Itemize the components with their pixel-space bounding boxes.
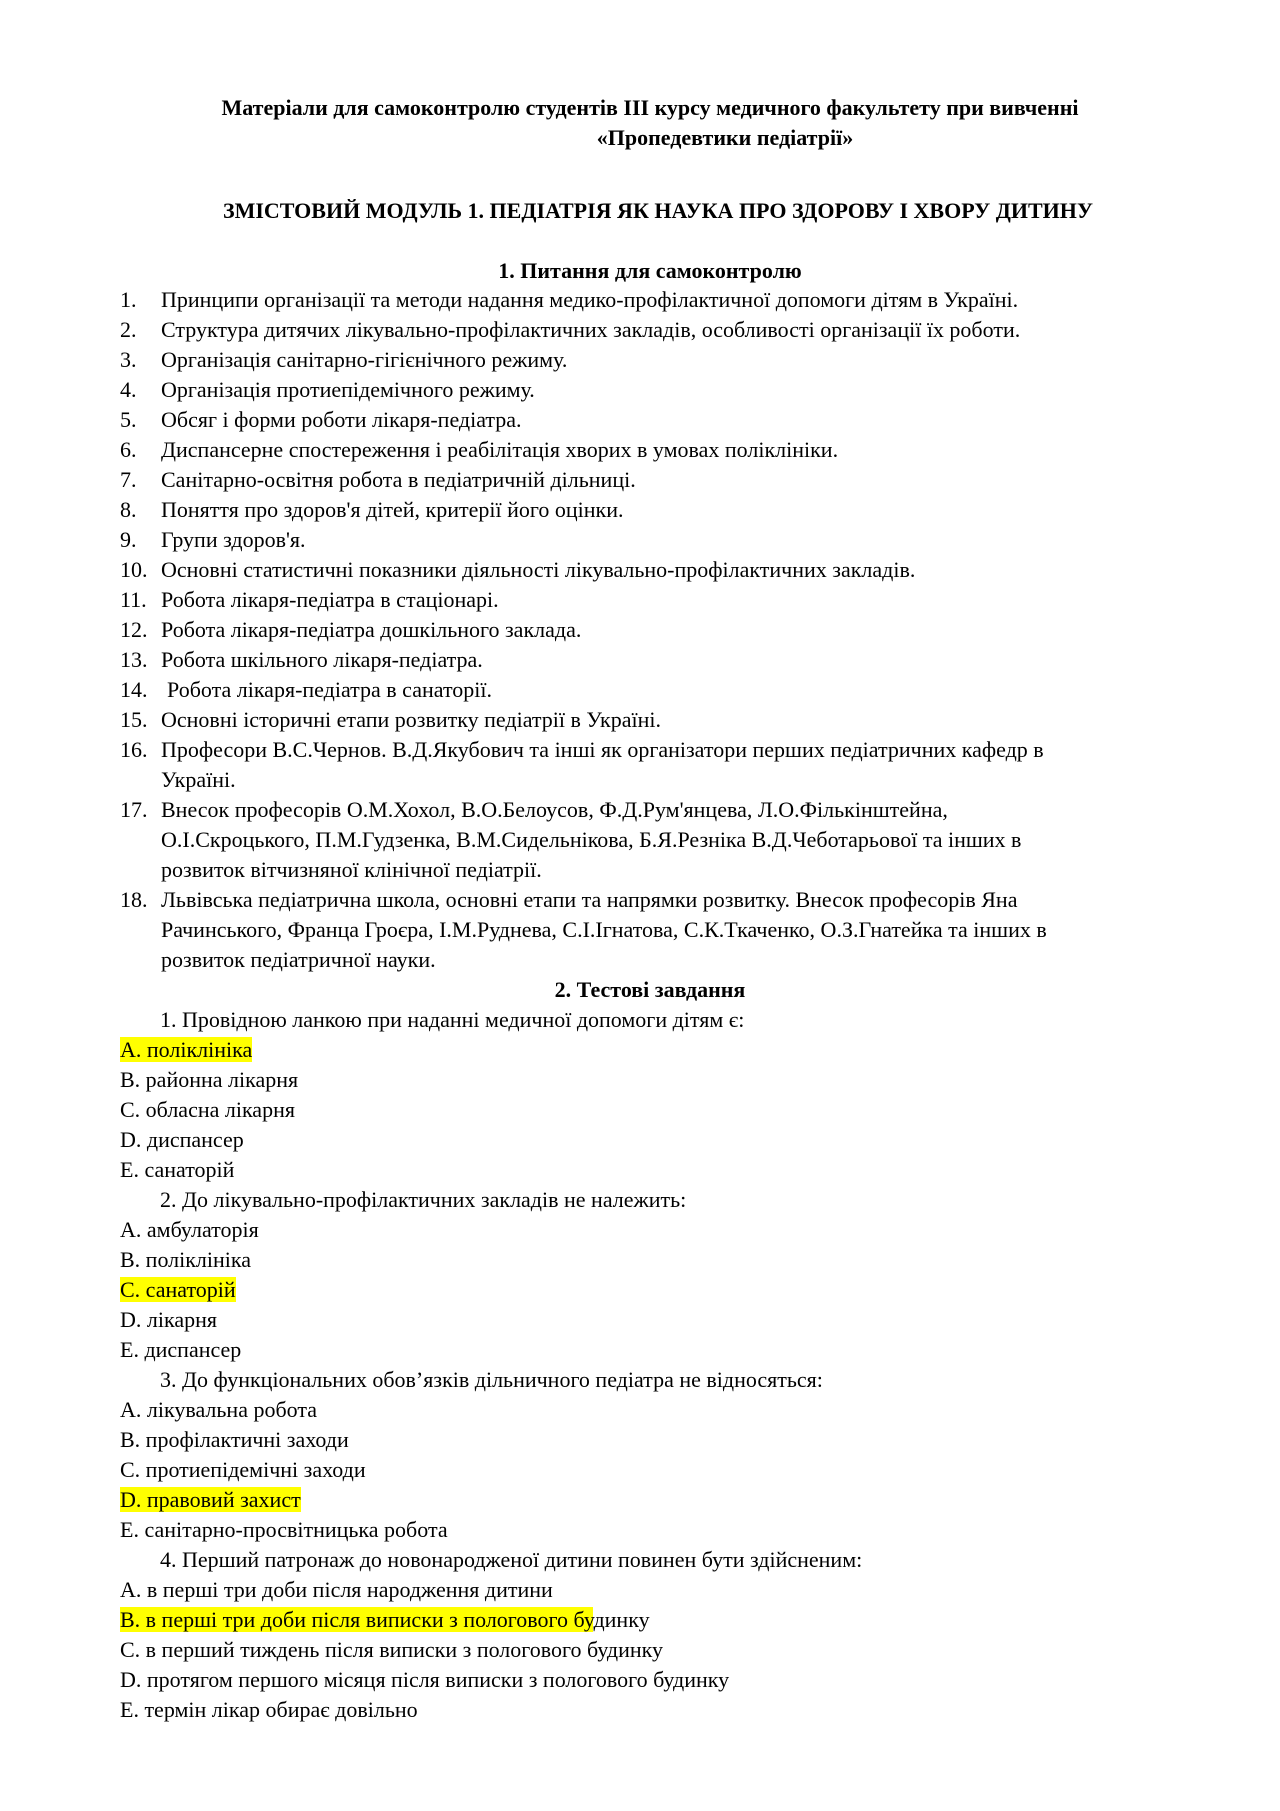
answer-option (120, 1485, 301, 1515)
answer-option: B. в перші три доби після виписки з пологового будинку (120, 1607, 650, 1632)
list-item-continuation: розвиток педіатричної науки. (161, 947, 436, 972)
section2-title: 2. Тестові завдання (554, 977, 746, 1002)
answer-option: A. в перші три доби після народження дитини (120, 1577, 553, 1602)
header-line-2: «Пропедевтики педіатрії» (596, 125, 854, 150)
answer-option: B. поліклініка (120, 1247, 252, 1272)
answer-option: A. амбулаторія (120, 1217, 259, 1242)
answer-option (120, 1035, 252, 1065)
answer-option: E. санаторій (120, 1157, 235, 1182)
answer-option (120, 1275, 236, 1305)
module-title: ЗМІСТОВИЙ МОДУЛЬ 1. ПЕДІАТРІЯ ЯК НАУКА ПРО ЗДОРОВУ І ХВОРУ ДИТИНУ (222, 198, 1094, 223)
document-page: Матеріали для самоконтролю студентів ІІІ курсу медичного факультету при вивченні «Пропедевтики педіатрії» ЗМІСТОВИЙ МОДУЛЬ 1. ПЕДІАТРІЯ ЯК НАУКА ПРО ЗДОРОВУ І ХВОРУ ДИТИНУ 1. Питання для самоконтролю 1. Принципи організації та методи надання медико-профілактичної допомоги дітям в Україні. 2. Структура дитячих лікувально-профілактичних закладів, особливості організації їх роботи. 3. Організація санітарно-гігієнічного режиму. 4. Організація протиепідемічного режиму. 5. Обсяг і форми роботи лікаря-педіатра. 6. Диспансерне спостереження і реабілітація хворих в умовах поліклініки. 7. Санітарно-освітня робота в педіатричній дільниці. 8. Поняття про здоров'я дітей, критерії його оцінки. 9. Групи здоров'я. 10. Основні статистичні показники діяльності лікувально-профілактичних закладів. 11. Робота лікаря-педіатра в стаціонарі. 12. Робота лікаря-педіатра дошкільного заклада. 13. Робота шкільного лікаря-педіатра. 14. Робота лікаря-педіатра в санаторії. 15. Основні історичні етапи розвитку педіатрії в Україні. 16. Професори В.С.Чернов. В.Д.Якубович та інші як організатори перших педіатричних кафедр в Україні. 17. Внесок професорів О.М.Хохол, В.О.Белоусов, Ф.Д.Рум'янцева, Л.О.Фількінштейна, О.І.Скроцького, П.М.Гудзенка, В.М.Сидельнікова, Б.Я.Резніка В.Д.Чеботарьової та інших в розвиток вітчизняної клінічної педіатрії. 18. Львівська педіатрична школа, основні етапи та напрямки розвитку. Внесок професорів Яна Рачинського, Франца Гроєра, І.М.Руднева, С.І.Ігнатова, С.К.Ткаченко, О.З.Гнатейка та інших в розвиток педіатричної науки. 2. Тестові завдання 1. Провідною ланкою при наданні медичної допомоги дітям є: A. поліклініка B. районна лікарня C. обласна лікарня D. диспансер E. санаторій 2. До лікувально-профілактичних закладів не належить: A. амбулаторія B. поліклініка C. санаторій D. лікарня E. диспансер 3. До функціональних обов’язків дільничного педіатра не відносяться: A. лікувальна робота B. профілактичні заходи C. протиепідемічні заходи D. правовий захист E. санітарно-просвітницька робота 4. Перший патронаж до новонародженої дитини повинен бути здійсненим: A. в перші три доби після народження дитини B. в перші три доби після виписки з пологового будинку C. в перший тиждень після виписки з пологового будинку D. протягом першого місяця після виписки з пологового будинку E. термін лікар обирає довільно (0, 0, 1280, 1811)
answer-option: B. профілактичні заходи (120, 1427, 349, 1452)
answer-option: C. обласна лікарня (120, 1097, 295, 1122)
question-text: 1. Провідною ланкою при наданні медичної допомоги дітям є: (160, 1007, 745, 1032)
list-item-continuation: Україні. (161, 767, 236, 792)
answer-correct-highlight: C. санаторій (120, 1277, 236, 1302)
answer-correct-highlight: D. правовий захист (120, 1487, 301, 1512)
answer-option: E. термін лікар обирає довільно (120, 1697, 418, 1722)
answer-correct-highlight: B. в перші три доби після виписки з пологового бу (120, 1607, 594, 1632)
header-line-1: Матеріали для самоконтролю студентів ІІІ курсу медичного факультету при вивченні (221, 95, 1079, 120)
section1-title: 1. Питання для самоконтролю (498, 258, 802, 283)
answer-option: B. районна лікарня (120, 1067, 299, 1092)
answer-option: A. лікувальна робота (120, 1397, 318, 1422)
answer-option: D. лікарня (120, 1307, 217, 1332)
list-item-continuation: Рачинського, Франца Гроєра, І.М.Руднева, С.І.Ігнатова, С.К.Ткаченко, О.З.Гнатейка та інших в (161, 917, 1047, 942)
question-text: 3. До функціональних обов’язків дільничного педіатра не відносяться: (160, 1367, 823, 1392)
answer-option: D. протягом першого місяця після виписки з пологового будинку (120, 1667, 730, 1692)
list-item-continuation: О.І.Скроцького, П.М.Гудзенка, В.М.Сидельнікова, Б.Я.Резніка В.Д.Чеботарьової та інших в (161, 827, 1022, 852)
question-text: 4. Перший патронаж до новонародженої дитини повинен бути здійсненим: (160, 1547, 863, 1572)
answer-option: C. в перший тиждень після виписки з пологового будинку (120, 1637, 664, 1662)
answer-option: E. санітарно-просвітницька робота (120, 1517, 448, 1542)
list-item-continuation: розвиток вітчизняної клінічної педіатрії. (161, 857, 542, 882)
answer-option: E. диспансер (120, 1337, 242, 1362)
answer-option: D. диспансер (120, 1127, 244, 1152)
answer-correct-highlight: A. поліклініка (120, 1037, 253, 1062)
answer-option: C. протиепідемічні заходи (120, 1457, 366, 1482)
question-text: 2. До лікувально-профілактичних закладів не належить: (160, 1187, 687, 1212)
